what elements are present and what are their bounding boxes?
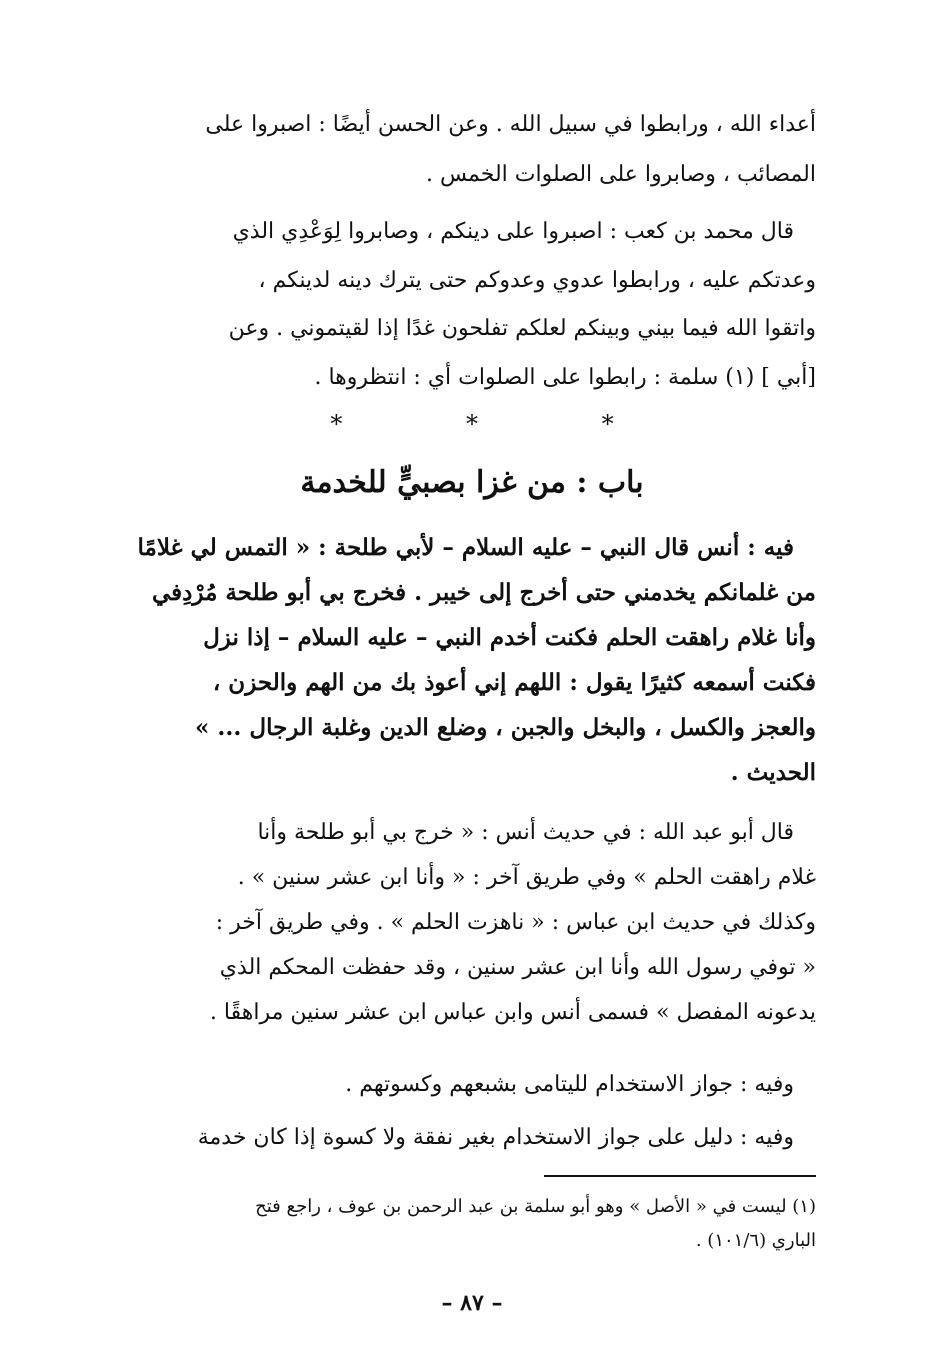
text-line: وكذلك في حديث ابن عباس : « ناهزت الحلم » . وفي طريق آخر : — [215, 910, 816, 935]
chapter-heading: باب : من غزا بصبيٍّ للخدمة — [300, 465, 644, 500]
text-line: قال أبو عبد الله : في حديث أنس : « خرج بي أبو طلحة وأنا — [257, 820, 794, 845]
page-number: – ٨٧ – — [441, 1290, 503, 1316]
text-line: من غلمانكم يخدمني حتى أخرج إلى خيبر . فخرج بي أبو طلحة مُرْدِفي — [151, 579, 816, 606]
text-line: المصائب ، وصابروا على الصلوات الخمس . — [426, 162, 816, 187]
paragraph-hasan — [130, 100, 816, 200]
footnote-divider — [544, 1175, 816, 1177]
text-line: وفيه : دليل على جواز الاستخدام بغير نفقة ولا كسوة إذا كان خدمة — [197, 1125, 794, 1150]
paragraph-abu-abdullah — [130, 810, 816, 1035]
text-line: « توفي رسول الله وأنا ابن عشر سنين ، وقد حفظت المحكم الذي — [219, 955, 816, 980]
footnote-line: (١) ليست في « الأصل » وهو أبو سلمة بن عبد الرحمن بن عوف ، راجع فتح — [255, 1196, 816, 1217]
text-line: وعدتكم عليه ، ورابطوا عدوي وعدوكم حتى يترك دينه لدينكم ، — [258, 267, 816, 293]
text-line: فيه : أنس قال النبي – عليه السلام – لأبي طلحة : « التمس لي غلامًا — [137, 534, 794, 561]
text-line: أعداء الله ، ورابطوا في سبيل الله . وعن الحسن أيضًا : اصبروا على — [205, 112, 816, 137]
text-line: وفيه : جواز الاستخدام لليتامى بشبعهم وكسوتهم . — [345, 1072, 794, 1097]
text-line: واتقوا الله فيما بيني وبينكم لعلكم تفلحون غدًا إذا لقيتموني . وعن — [228, 316, 816, 341]
footnote — [130, 1190, 816, 1258]
footnote-line: الباري (١٠١/٦) . — [695, 1230, 816, 1251]
hadith-text — [130, 525, 816, 795]
text-line: وأنا غلام راهقت الحلم فكنت أخدم النبي – عليه السلام – إذا نزل — [203, 624, 816, 651]
text-line: غلام راهقت الحلم » وفي طريق آخر : « وأنا ابن عشر سنين » . — [237, 865, 816, 890]
paragraph-muhammad-bin-kaab — [130, 208, 816, 402]
text-line: [أبي ] (١) سلمة : رابطوا على الصلوات أي : انتظروها . — [314, 364, 816, 390]
text-line: قال محمد بن كعب : اصبروا على دينكم ، وصابروا لِوَعْدِي الذي — [232, 219, 794, 244]
text-line: والعجز والكسل ، والبخل والجبن ، وضلع الدين وغلبة الرجال ... » — [194, 714, 816, 741]
paragraph-fiqh-notes — [130, 1058, 816, 1164]
text-line: الحديث . — [730, 759, 816, 786]
section-separator: * * * — [330, 410, 672, 438]
text-line: فكنت أسمعه كثيرًا يقول : اللهم إني أعوذ بك من الهم والحزن ، — [212, 669, 816, 696]
text-line: يدعونه المفصل » فسمى أنس وابن عباس ابن عشر سنين مراهقًا . — [209, 1000, 816, 1025]
